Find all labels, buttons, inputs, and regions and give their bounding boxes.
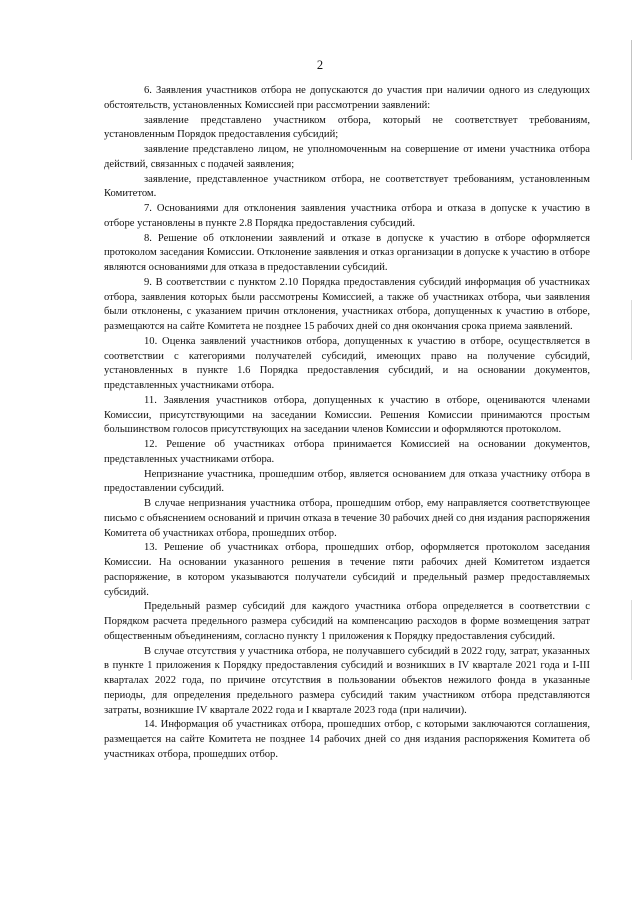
- scan-edge-mark: [631, 300, 632, 360]
- paragraph-13: 13. Решение об участниках отбора, прошедших отбор, оформляется протоколом заседания Комиссии. На основании указанного решения в течение пяти рабочих дней Комитетом издается распоряжение, в котором указываются получатели субсидий и предельный размер предоставляемых субсидий.: [104, 542, 590, 598]
- paragraph-13-absence: В случае отсутствия у участника отбора, не получавшего субсидий в 2022 году, затрат, указанных в пункте 1 приложения к Порядку предоставления субсидий и возникших в IV квартале 2021 года и I-III кварталах 2022 года, по причине отсутствия в пользовании объектов нежилого фонда в указанные периоды, для определения предельного размера субсидий таким участником отбора представляются затраты, возникшие IV квартале 2022 года и I квартале 2023 года (при наличии).: [104, 645, 590, 716]
- scan-edge-mark: [631, 40, 632, 160]
- paragraph-10: 10. Оценка заявлений участников отбора, допущенных к участию в отборе, осуществляется в соответствии с категориями получателей субсидий, имеющих право на получение субсидий, установленных в пункте 1.6 Порядка предоставления субсидий, и на основании документов, представленных участниками отбора.: [104, 335, 590, 391]
- paragraph-13-limit: Предельный размер субсидий для каждого участника отбора определяется в соответствии с Порядком расчета предельного размера субсидий на компенсацию расходов в форме возмещения затрат общественным объединениям, согласно пункту 1 приложения к Порядку предоставления субсидий.: [104, 601, 590, 642]
- paragraph-7: 7. Основаниями для отклонения заявления участника отбора и отказа в допуске к участию в отборе установлены в пункте 2.8 Порядка предоставления субсидий.: [104, 203, 590, 229]
- paragraph-6-item-1: заявление представлено участником отбора, который не соответствует требованиям, установленным Порядок предоставления субсидий;: [104, 114, 590, 141]
- paragraph-6: 6. Заявления участников отбора не допускаются до участия при наличии одного из следующих обстоятельств, установленных Комиссией при рассмотрении заявлений:: [104, 85, 590, 111]
- paragraph-6-item-2: заявление представлено лицом, не уполномоченным на совершение от имени участника отбора действий, связанных с подачей заявления;: [104, 144, 590, 170]
- paragraph-8: 8. Решение об отклонении заявлений и отказе в допуске к участию в отборе оформляется протоколом заседания Комиссии. Отклонение заявления и отказ организации в допуске к участию в отборе являются основаниями для отказа в предоставлении субсидий.: [104, 232, 590, 273]
- paragraph-14: 14. Информация об участниках отбора, прошедших отбор, с которыми заключаются соглашения, размещается на сайте Комитета не позднее 14 рабочих дней со дня издания распоряжения Комитета об участниках отбора, прошедших отбор.: [104, 719, 590, 760]
- page-number: 2: [316, 58, 324, 72]
- paragraph-6-item-3: заявление, представленное участником отбора, не соответствует требованиям, установленным Комитетом.: [104, 173, 590, 200]
- document-body: [104, 84, 590, 763]
- paragraph-12: 12. Решение об участниках отбора принимается Комиссией на основании документов, представленных участниками отбора.: [104, 439, 590, 465]
- paragraph-12-refusal-letter: В случае непризнания участника отбора, прошедшим отбор, ему направляется соответствующее письмо с объяснением оснований и причин отказа в течение 30 рабочих дней со дня издания распоряжения Комитета об участниках отбора, прошедших отбор.: [104, 498, 590, 539]
- paragraph-11: 11. Заявления участников отбора, допущенных к участию в отборе, оцениваются членами Комиссии, присутствующими на заседании Комиссии. Решения Комиссии принимаются простым большинством голосов присутствующих на заседании членов Комиссии и оформляются протоколом.: [104, 394, 590, 436]
- paragraph-9: 9. В соответствии с пунктом 2.10 Порядка предоставления субсидий информация об участниках отбора, заявления которых были рассмотрены Комиссией, а также об участниках отбора, чьи заявления были отклонены, с указанием причин отклонения, участниках отбора, допущенных к участию в отборе, размещаются на сайте Комитета не позднее 15 рабочих дней со дня окончания срока приема заявлений.: [104, 276, 590, 332]
- scan-edge-mark: [631, 600, 632, 680]
- paragraph-12-nonrecognition: Непризнание участника, прошедшим отбор, является основанием для отказа участнику отбора в предоставлении субсидий.: [104, 468, 590, 495]
